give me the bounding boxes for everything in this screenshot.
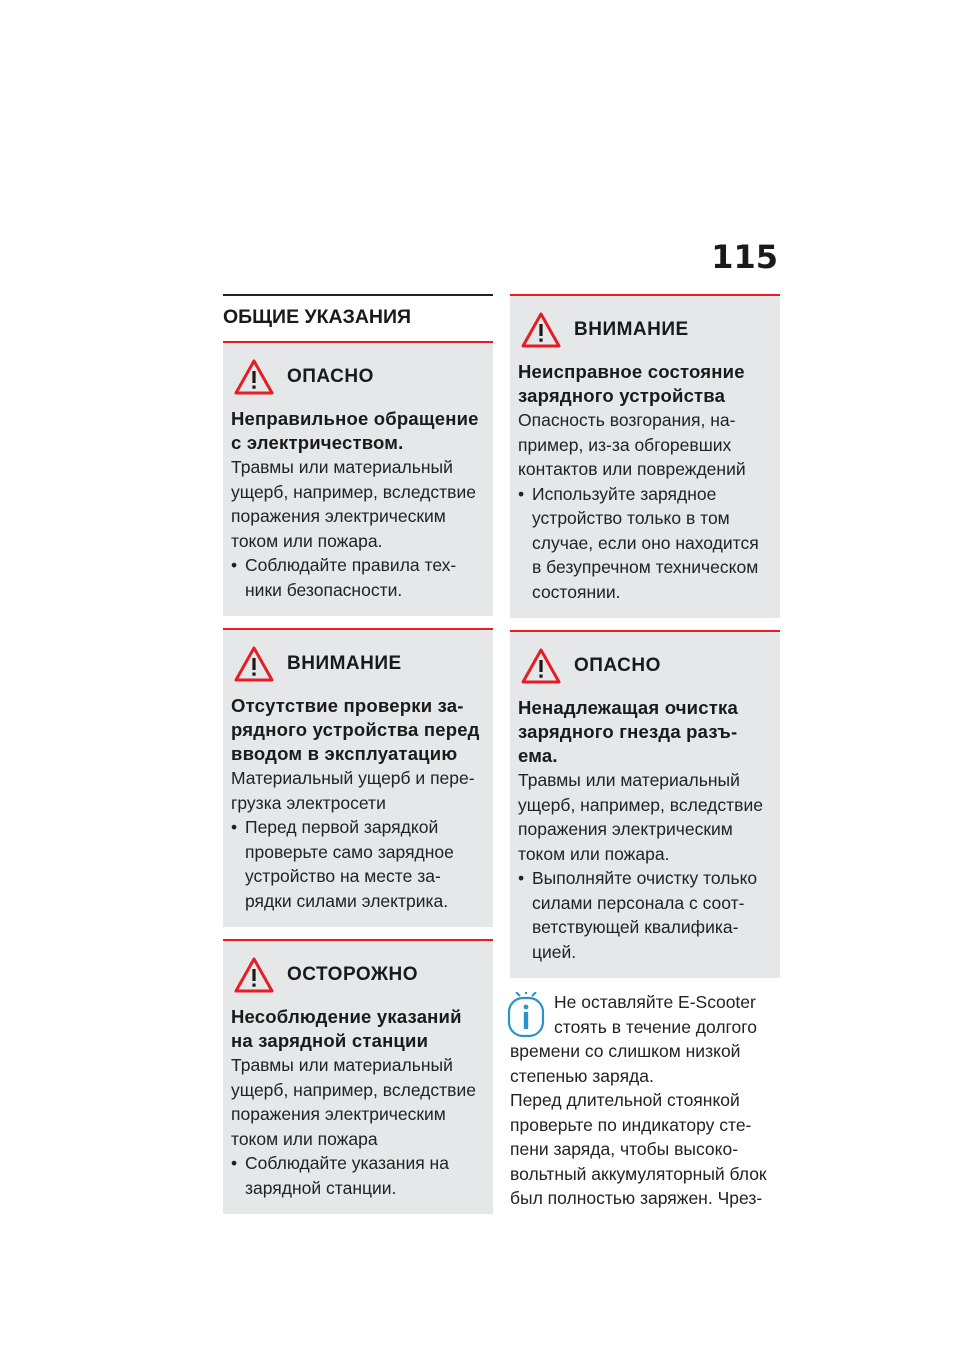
warning-title-line: Неправильное обращение <box>231 408 479 429</box>
bullet-line <box>231 1176 485 1201</box>
warning-text-line: ущерб, например, вследствие <box>231 1079 476 1100</box>
bullet-line <box>231 578 485 603</box>
bullet-dot <box>231 889 245 914</box>
bullet-dot <box>518 940 532 965</box>
bullet-line <box>518 915 772 940</box>
warning-title-line: Неисправное состояние <box>518 361 745 382</box>
warning-text-line: пример, из-за обгоревших <box>518 434 732 455</box>
bullet-text: Соблюдайте указания на <box>245 1153 449 1173</box>
bullet-line <box>231 840 485 865</box>
info-note <box>510 990 780 1211</box>
warning-title-line: Ненадлежащая очистка <box>518 697 738 718</box>
bullet-dot <box>518 891 532 916</box>
warning-level: ОПАСНО <box>287 366 374 387</box>
bullet-line <box>518 940 772 965</box>
warning-box-header <box>231 955 485 995</box>
warning-text-line: Травмы или материальный <box>231 1055 453 1075</box>
bullet-dot: • <box>231 817 238 837</box>
bullet-text: устройство на месте за- <box>245 866 441 886</box>
bullet-line <box>518 891 772 916</box>
bullet-line <box>518 866 772 891</box>
bullet-dot <box>518 555 532 580</box>
bullet-text: зарядной станции. <box>245 1177 397 1198</box>
bullet-dot: • <box>518 483 525 504</box>
bullet-dot <box>231 1176 245 1201</box>
bullet-dot <box>518 580 532 605</box>
bullet-text: устройство только в том <box>532 508 730 528</box>
note-line: пени заряда, чтобы высоко- <box>510 1139 739 1159</box>
warning-text-line: поражения электрическим <box>231 1104 446 1124</box>
note-line: проверьте по индикатору сте- <box>510 1114 752 1135</box>
note-line: стоять в течение долгого <box>554 1016 758 1037</box>
bullet-line <box>518 506 772 531</box>
bullet-text: Используйте зарядное <box>532 483 717 504</box>
warning-text-line: Травмы или материальный <box>518 770 740 790</box>
warning-box <box>510 294 780 618</box>
warning-title-line: рядного устройства перед <box>231 719 480 740</box>
warning-text-line: Опасность возгорания, на- <box>518 410 736 430</box>
warning-title-line: Отсутствие проверки за- <box>231 695 464 716</box>
bullet-text: Выполняйте очистку только <box>532 868 758 888</box>
warning-text-line: грузка электросети <box>231 792 386 813</box>
bullet-dot <box>231 840 245 865</box>
bullet-line <box>231 889 485 914</box>
warning-triangle-icon <box>233 956 275 994</box>
warning-text-line: поражения электрическим <box>231 506 446 526</box>
bullet-text: случае, если оно находится <box>532 532 759 553</box>
right-boxes <box>510 294 780 978</box>
bullet-dot: • <box>231 555 238 575</box>
info-icon <box>506 992 546 1038</box>
bullet-line <box>231 864 485 889</box>
warning-title-line: Несоблюдение указаний <box>231 1006 462 1027</box>
warning-box <box>223 939 493 1214</box>
warning-title-line: вводом в эксплуатацию <box>231 743 458 764</box>
bullet-text: проверьте само зарядное <box>245 841 454 862</box>
bullet-dot <box>518 915 532 940</box>
bullet-text: ники безопасности. <box>245 579 403 600</box>
warning-box <box>223 628 493 927</box>
warning-text-line: Материальный ущерб и пере- <box>231 768 475 788</box>
warning-text-line: поражения электрическим <box>518 819 733 839</box>
warning-level: ВНИМАНИЕ <box>574 319 689 340</box>
warning-triangle-icon <box>233 645 275 683</box>
warning-text-line: Травмы или материальный <box>231 457 453 477</box>
left-column <box>223 294 493 1226</box>
section-title: ОБЩИЕ УКАЗАНИЯ <box>223 294 493 341</box>
left-boxes <box>223 341 493 1214</box>
warning-text-line: ущерб, например, вследствие <box>518 794 763 815</box>
warning-text-line: контактов или повреждений <box>518 459 746 479</box>
warning-text-line: ущерб, например, вследствие <box>231 481 476 502</box>
bullet-dot <box>231 864 245 889</box>
warning-text-line: током или пожара. <box>518 843 670 864</box>
bullet-line <box>518 555 772 580</box>
bullet-text: состоянии. <box>532 581 621 602</box>
bullet-line <box>231 553 485 578</box>
note-line: вольтный аккумуляторный блок <box>510 1163 767 1184</box>
warning-triangle-icon <box>233 358 275 396</box>
bullet-dot: • <box>231 1153 238 1173</box>
bullet-line <box>518 482 772 507</box>
bullet-text: в безупречном техническом <box>532 557 759 577</box>
warning-title-line: на зарядной станции <box>231 1030 429 1051</box>
bullet-dot <box>231 578 245 603</box>
warning-box <box>510 630 780 978</box>
bullet-line <box>518 531 772 556</box>
page-number: 115 <box>711 238 778 276</box>
note-line: Перед длительной стоянкой <box>510 1090 740 1110</box>
warning-title-line: с электричеством. <box>231 432 404 453</box>
warning-box-header <box>231 357 485 397</box>
warning-level: ОСТОРОЖНО <box>287 964 419 985</box>
warning-level: ВНИМАНИЕ <box>287 653 402 674</box>
bullet-text: Соблюдайте правила тех- <box>245 555 457 575</box>
warning-triangle-icon <box>520 647 562 685</box>
warning-title-line: зарядного гнезда разъ- <box>518 721 738 742</box>
bullet-text: ветствующей квалифика- <box>532 917 739 937</box>
bullet-text: рядки силами электрика. <box>245 890 449 911</box>
bullet-text: Перед первой зарядкой <box>245 817 439 837</box>
bullet-dot: • <box>518 868 525 888</box>
bullet-dot <box>518 506 532 531</box>
warning-triangle-icon <box>520 311 562 349</box>
note-line: времени со слишком низкой <box>510 1041 741 1061</box>
note-line: был полностью заряжен. Чрез- <box>510 1188 763 1208</box>
right-column <box>510 294 780 1211</box>
bullet-line <box>518 580 772 605</box>
note-line: Не оставляйте E-Scooter <box>554 992 756 1012</box>
bullet-text: цией. <box>532 941 577 962</box>
warning-title-line: ема. <box>518 745 558 766</box>
bullet-line <box>231 815 485 840</box>
warning-text-line: током или пожара <box>231 1128 378 1149</box>
warning-title-line: зарядного устройства <box>518 385 726 406</box>
bullet-text: силами персонала с соот- <box>532 892 745 913</box>
bullet-dot <box>518 531 532 556</box>
note-line: степенью заряда. <box>510 1065 654 1086</box>
note-text <box>510 990 780 1211</box>
warning-box-header <box>518 646 772 686</box>
bullet-line <box>231 1151 485 1176</box>
warning-box <box>223 341 493 616</box>
warning-text-line: током или пожара. <box>231 530 383 551</box>
warning-box-header <box>231 644 485 684</box>
warning-box-header <box>518 310 772 350</box>
warning-level: ОПАСНО <box>574 655 661 676</box>
